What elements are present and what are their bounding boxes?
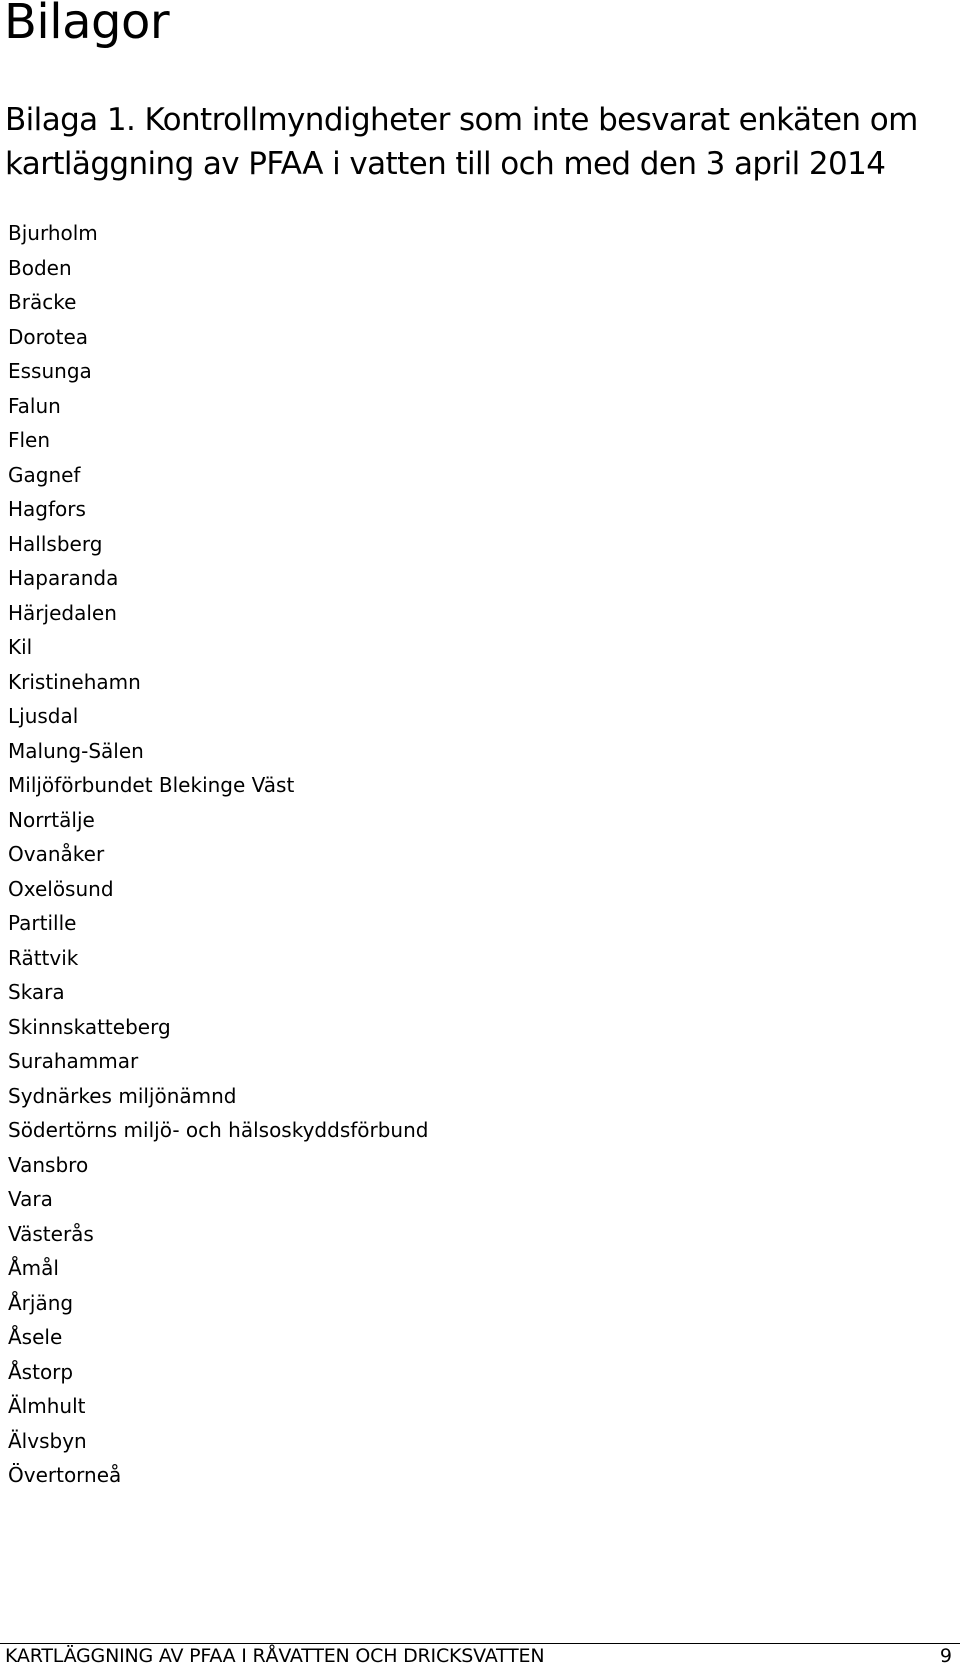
page-number: 9 [939,1645,952,1667]
page-title: Bilagor [4,0,170,50]
list-item: Skara [8,980,65,1004]
list-item: Bräcke [8,290,77,314]
list-item: Haparanda [8,566,119,590]
footer-divider [0,1643,960,1644]
list-item: Skinnskatteberg [8,1014,171,1039]
list-item: Ljusdal [8,704,79,728]
list-item: Åstorp [8,1359,74,1384]
list-item: Sydnärkes miljönämnd [8,1083,237,1108]
list-item: Ovanåker [8,842,105,866]
list-item: Falun [8,393,61,418]
list-item: Hallsberg [8,531,103,556]
list-item: Vara [8,1187,53,1211]
list-item: Åmål [8,1256,59,1280]
list-item: Hagfors [8,497,86,521]
list-item: Norrtälje [8,807,95,832]
list-item: Kil [8,635,33,659]
section-heading: Bilaga 1. Kontrollmyndigheter som inte besvarat enkäten om kartläggning av PFAA i vatten till och med den 3 april 2014 [5,102,918,182]
list-item: Dorotea [8,324,89,349]
list-item: Älvsbyn [8,1428,87,1453]
list-item: Essunga [8,359,92,383]
list-item: Gagnef [8,462,81,487]
list-item: Miljöförbundet Blekinge Väst [8,773,295,797]
list-item: Bjurholm [8,221,98,245]
list-item: Vansbro [8,1152,89,1177]
organization-list [8,216,428,1493]
list-item: Flen [8,428,51,452]
list-item: Övertorneå [8,1463,122,1487]
list-item: Årjäng [8,1290,74,1315]
footer-document-title: KARTLÄGGNING AV PFAA I RÅVATTEN OCH DRICKSVATTEN [5,1645,545,1667]
list-item: Härjedalen [8,600,117,625]
list-item: Rättvik [8,945,79,970]
list-item: Västerås [8,1221,94,1246]
list-item: Södertörns miljö- och hälsoskyddsförbund [8,1118,429,1142]
list-item: Boden [8,255,72,280]
list-item: Malung-Sälen [8,738,144,763]
list-item: Partille [8,911,77,935]
list-item: Älmhult [8,1394,86,1418]
list-item: Surahammar [8,1049,139,1073]
list-item: Åsele [8,1325,63,1349]
list-item: Oxelösund [8,876,114,901]
list-item: Kristinehamn [8,669,141,694]
